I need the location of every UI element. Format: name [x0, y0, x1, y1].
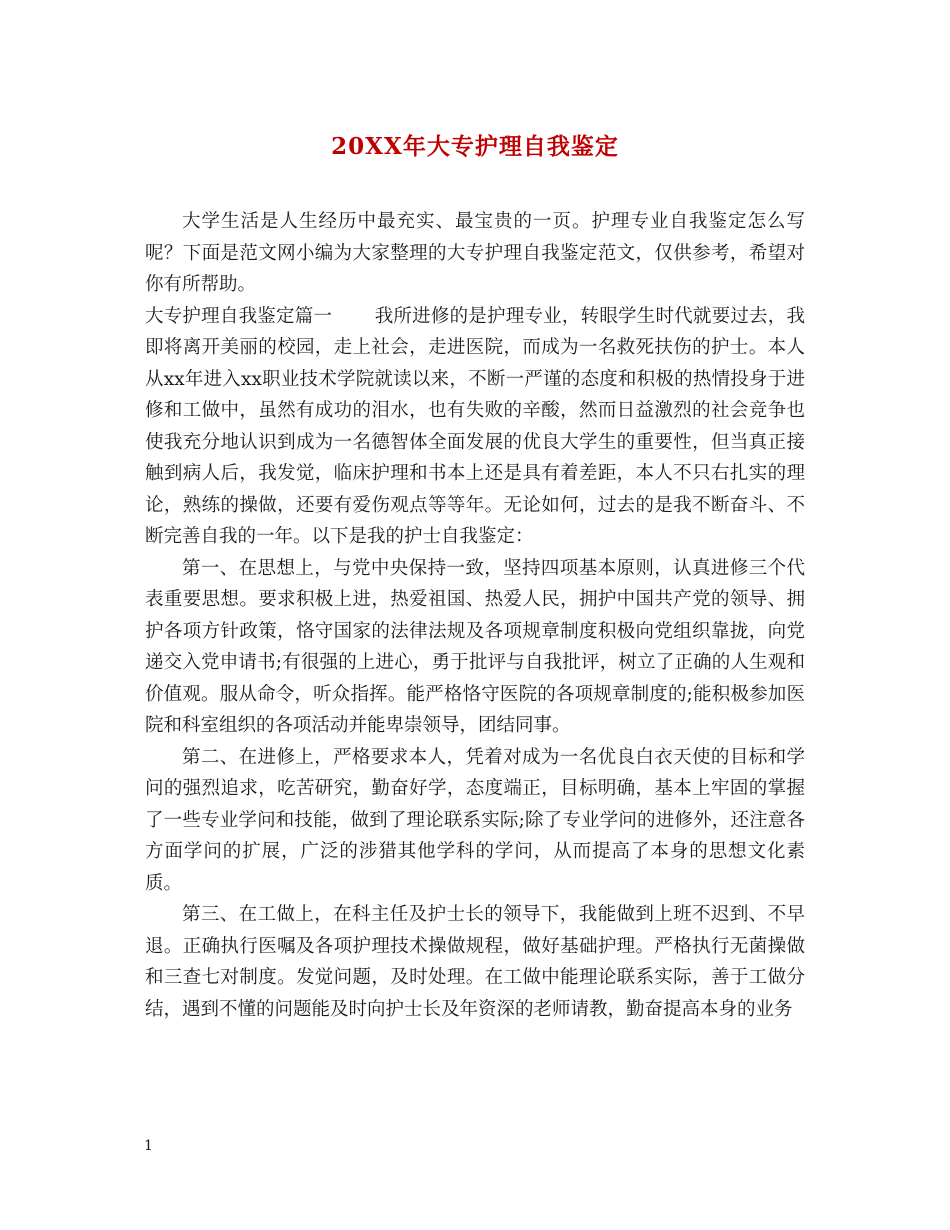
paragraph-3: 第三、在工做上，在科主任及护士长的领导下，我能做到上班不迟到、不早退。正确执行医嘱及各项护理技术操做规程，做好基础护理。严格执行无菌操做和三查七对制度。发觉问题，及时处理。在工做中能理论联系实际，善于工做分结，遇到不懂的问题能及时向护士长及年资深的老师请教，勤奋提高本身的业务 [145, 904, 805, 1020]
intro-paragraph: 大学生活是人生经历中最充实、最宝贵的一页。护理专业自我鉴定怎么写呢？下面是范文网小编为大家整理的大专护理自我鉴定范文，仅供参考，希望对你有所帮助。 [145, 211, 805, 295]
section-paragraph [145, 301, 805, 553]
paragraph-2: 第二、在进修上，严格要求本人，凭着对成为一名优良白衣天使的目标和学问的强烈追求，吃苦研究，勤奋好学，态度端正，目标明确，基本上牢固的掌握了一些专业学问和技能，做到了理论联系实际;除了专业学问的进修外，还注意各方面学问的扩展，广泛的涉猎其他学科的学问，从而提高了本身的思想文化素质。 [145, 746, 805, 894]
page-number: 1 [144, 1138, 153, 1154]
document-body [145, 206, 805, 1025]
document-title: 20XX年大专护理自我鉴定 [331, 133, 619, 160]
section-heading: 大专护理自我鉴定篇一 [145, 305, 333, 327]
paragraph-1: 第一、在思想上，与党中央保持一致，坚持四项基本原则，认真进修三个代表重要思想。要求积极上进，热爱祖国、热爱人民，拥护中国共产党的领导、拥护各项方针政策，恪守国家的法律法规及各项规章制度积极向党组织靠拢，向党递交入党申请书;有很强的上进心，勇于批评与自我批评，树立了正确的人生观和价值观。服从命令，听众指挥。能严格恪守医院的各项规章制度的;能积极参加医院和科室组织的各项活动并能卑崇领导，团结同事。 [145, 557, 805, 736]
section-intro-text: 我所进修的是护理专业，转眼学生时代就要过去，我即将离开美丽的校园，走上社会，走进医院，而成为一名救死扶伤的护士。本人从xx年进入xx职业技术学院就读以来，不断一严谨的态度和积极的热情投身于进修和工做中，虽然有成功的泪水，也有失败的辛酸，然而日益激烈的社会竞争也使我充分地认识到成为一名德智体全面发展的优良大学生的重要性，但当真正接触到病人后，我发觉，临床护理和书本上还是具有着差距，本人不只右扎实的理论，熟练的操做，还要有爱伤观点等等年。无论如何，过去的是我不断奋斗、不断完善自我的一年。以下是我的护士自我鉴定： [145, 305, 805, 547]
